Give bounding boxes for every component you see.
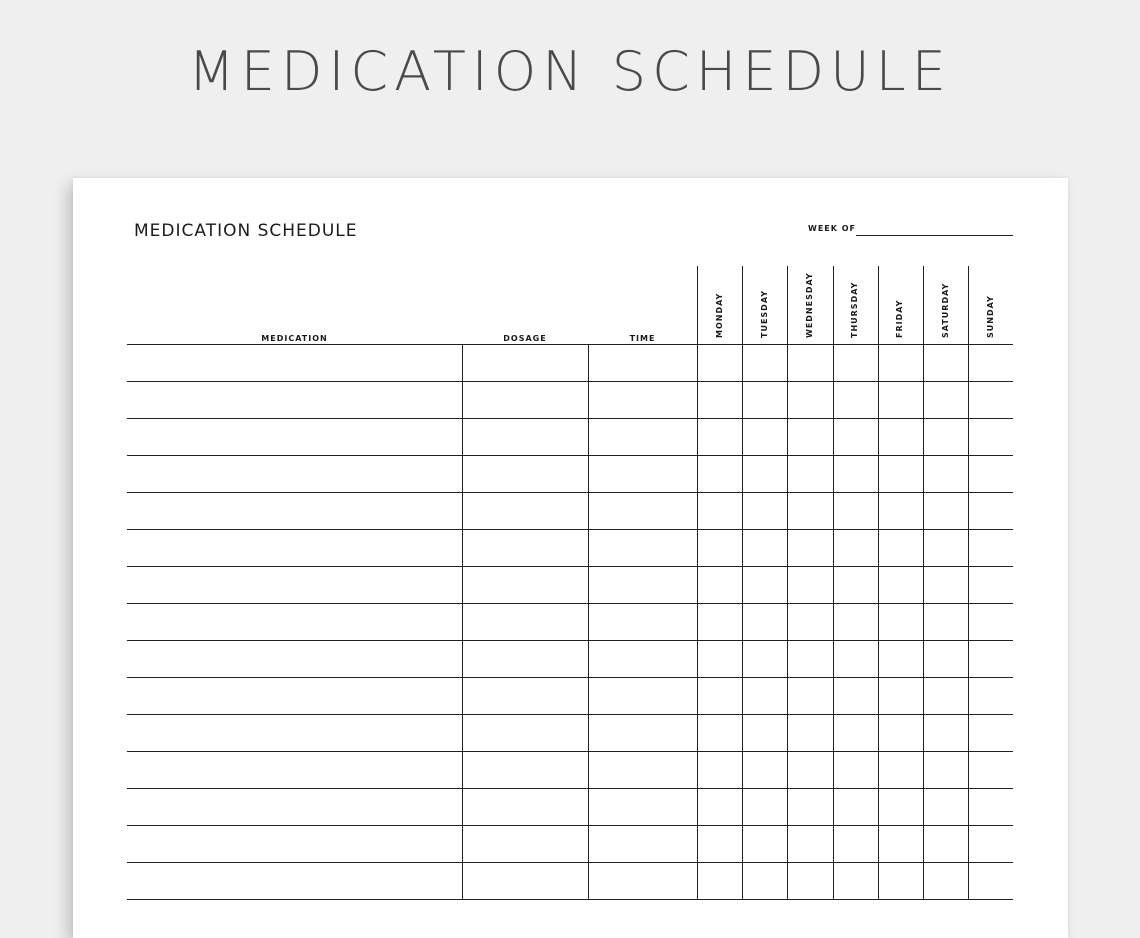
day-header-label: THURSDAY (850, 281, 860, 338)
table-row[interactable] (127, 715, 1013, 751)
week-of-label: WEEK OF (808, 224, 857, 233)
day-header-thursday (833, 268, 878, 344)
table-row[interactable] (127, 678, 1013, 714)
column-header-medication: MEDICATION (261, 334, 328, 343)
row-rule (127, 899, 1013, 900)
day-header-label: SUNDAY (985, 295, 995, 338)
day-header-saturday (923, 268, 968, 344)
day-header-monday (697, 268, 742, 344)
table-row[interactable] (127, 419, 1013, 455)
day-header-tuesday (742, 268, 787, 344)
table-row[interactable] (127, 752, 1013, 788)
day-header-friday (878, 268, 923, 344)
table-row[interactable] (127, 826, 1013, 862)
table-row[interactable] (127, 604, 1013, 640)
table-row[interactable] (127, 530, 1013, 566)
schedule-sheet (73, 178, 1068, 938)
banner-title: MEDICATION SCHEDULE (188, 40, 952, 103)
column-header-dosage: DOSAGE (503, 334, 547, 343)
day-header-sunday (968, 268, 1013, 344)
day-header-label: SATURDAY (940, 282, 950, 338)
sheet-title: MEDICATION SCHEDULE (134, 221, 358, 241)
day-header-wednesday (787, 268, 832, 344)
table-row[interactable] (127, 863, 1013, 899)
day-header-label: TUESDAY (759, 289, 769, 338)
table-row[interactable] (127, 567, 1013, 603)
table-row[interactable] (127, 493, 1013, 529)
table-row[interactable] (127, 641, 1013, 677)
table-row[interactable] (127, 789, 1013, 825)
day-header-label: FRIDAY (895, 299, 905, 338)
day-header-label: WEDNESDAY (804, 272, 814, 338)
week-of-field[interactable] (856, 235, 1013, 236)
table-row[interactable] (127, 382, 1013, 418)
column-header-time: TIME (629, 334, 656, 343)
day-header-label: MONDAY (714, 292, 724, 338)
table-row[interactable] (127, 456, 1013, 492)
table-row[interactable] (127, 345, 1013, 381)
